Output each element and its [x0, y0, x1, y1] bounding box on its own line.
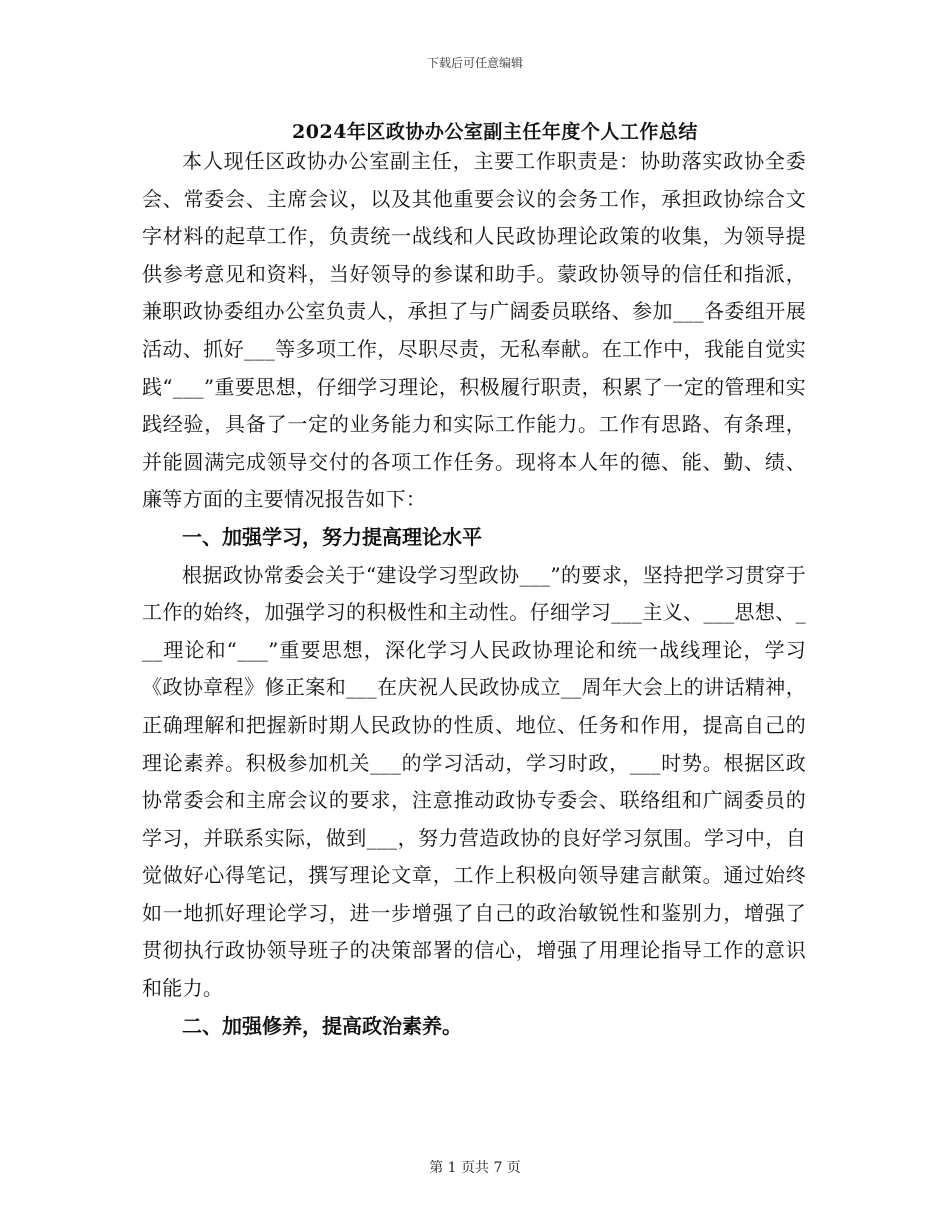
- page-number: 第 1 页共 7 页: [429, 1160, 521, 1176]
- document-body: [142, 143, 806, 1045]
- document-title: 2024年区政协办公室副主任年度个人工作总结: [292, 121, 698, 143]
- section-1-heading: 一、加强学习，努力提高理论水平: [182, 524, 482, 549]
- intro-paragraph: 本人现任区政协办公室副主任，主要工作职责是：协助落实政协全委会、常委会、主席会议，以及其他重要会议的会务工作，承担政协综合文字材料的起草工作，负责统一战线和人民政协理论政策的收集，为领导提供参考意见和资料，当好领导的参谋和助手。蒙政协领导的信任和指派，兼职政协委组办公室负责人，承担了与广阔委员联络、参加___各委组开展活动、抓好___等多项工作，尽职尽责，无私奉献。在工作中，我能自觉实践“___”重要思想，仔细学习理论，积极履行职责，积累了一定的管理和实践经验，具备了一定的业务能力和实际工作能力。工作有思路、有条理，并能圆满完成领导交付的各项工作任务。现将本人年的德、能、勤、绩、廉等方面的主要情况报告如下：: [142, 149, 806, 512]
- section-1-paragraph: 根据政协常委会关于“建设学习型政协___”的要求，坚持把学习贯穿于工作的始终，加强学习的积极性和主动性。仔细学习___主义、___思想、___理论和“___”重要思想，深化学习人民政协理论和统一战线理论，学习《政协章程》修正案和___在庆祝人民政协成立__周年大会上的讲话精神，正确理解和把握新时期人民政协的性质、地位、任务和作用，提高自己的理论素养。积极参加机关___的学习活动，学习时政，___时势。根据区政协常委会和主席会议的要求，注意推动政协专委会、联络组和广阔委员的学习，并联系实际，做到___，努力营造政协的良好学习氛围。学习中，自觉做好心得笔记，撰写理论文章，工作上积极向领导建言献策。通过始终如一地抓好理论学习，进一步增强了自己的政治敏锐性和鉴别力，增强了贯彻执行政协领导班子的决策部署的信心，增强了用理论指导工作的意识和能力。: [142, 562, 806, 1001]
- header-note: 下载后可任意编辑: [426, 56, 523, 70]
- section-2-heading: 二、加强修养，提高政治素养。: [182, 1013, 462, 1038]
